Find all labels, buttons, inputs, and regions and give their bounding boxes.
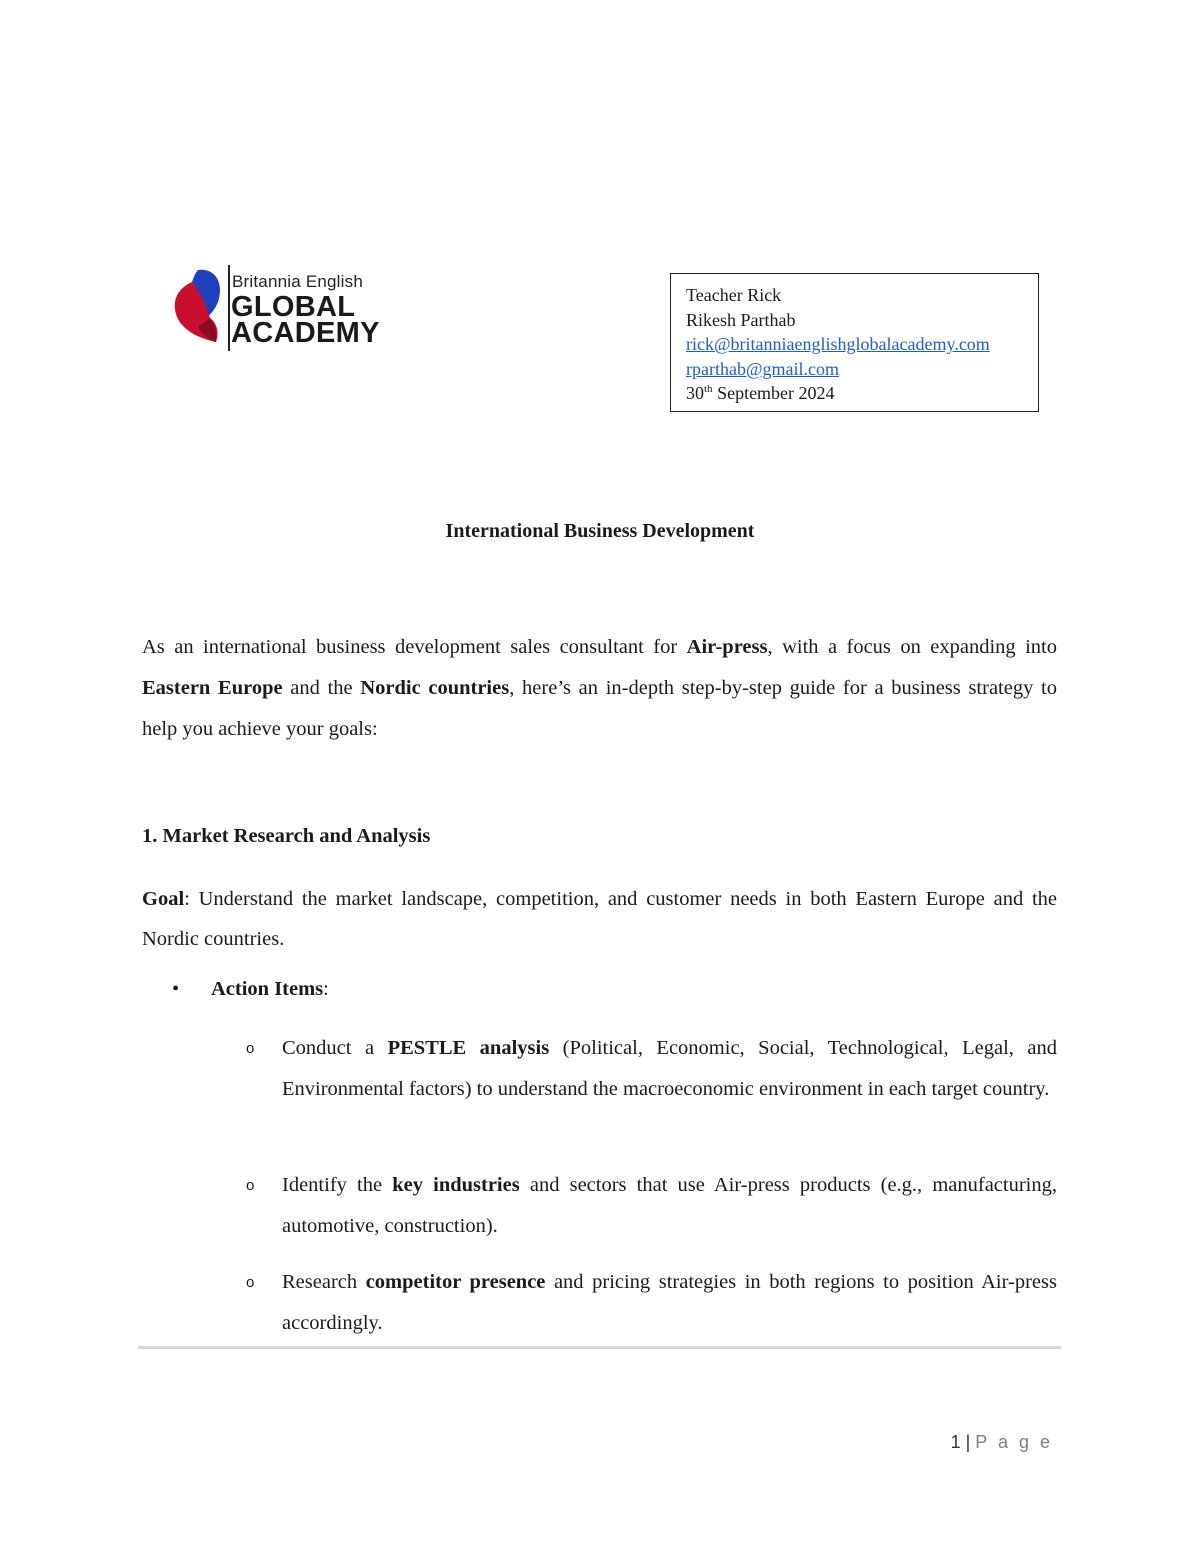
intro-paragraph: As an international business development sales consultant for Air-press, with a focus on expanding into Eastern Europe and the Nordic countries, here’s an in-depth step-by-step guide for a business strategy to help you achieve your goals: xyxy=(142,636,1058,740)
logo-top-text: Britannia English xyxy=(232,272,363,291)
contact-box xyxy=(670,273,1039,412)
list-item: o Conduct a PESTLE analysis (Political, Economic, Social, Technological, Legal, and Environmental factors) to understand the macroeconomic environment in each target country. xyxy=(246,1028,1057,1110)
academy-logo xyxy=(170,262,390,354)
logo-emblem-icon xyxy=(170,262,228,354)
bullet-circle-icon: o xyxy=(246,1274,255,1291)
goal-paragraph: Goal: Understand the market landscape, competition, and customer needs in both Eastern Europe and the Nordic countries. xyxy=(142,888,1057,950)
footer-divider xyxy=(138,1346,1061,1349)
contact-full-name: Rikesh Parthab xyxy=(686,309,796,330)
section-heading: 1. Market Research and Analysis xyxy=(142,825,431,847)
list-item: o Identify the key industries and sectors that use Air-press products (e.g., manufacturing, automotive, construction). xyxy=(246,1165,1057,1247)
list-item: o Research competitor presence and pricing strategies in both regions to position Air-press accordingly. xyxy=(246,1262,1057,1344)
bullet-dot-icon: • xyxy=(172,978,180,1000)
email-link-primary[interactable]: rick@britanniaenglishglobalacademy.com xyxy=(686,334,990,354)
logo-global-text: GLOBAL xyxy=(231,291,356,323)
logo-divider xyxy=(228,265,230,351)
page-number: 1 xyxy=(950,1432,961,1452)
bullet-circle-icon: o xyxy=(246,1177,255,1194)
email-link-secondary[interactable]: rparthab@gmail.com xyxy=(686,358,840,379)
document-title: International Business Development xyxy=(445,520,755,542)
contact-date: 30th September 2024 xyxy=(686,383,835,403)
page-footer: 1 | P a g e xyxy=(950,1432,1053,1452)
contact-name: Teacher Rick xyxy=(686,285,782,305)
bullet-circle-icon: o xyxy=(246,1040,255,1057)
document-page: Britannia English GLOBAL ACADEMY Teacher Rick Rikesh Parthab rick@britanniaenglishglobalacademy.com rparthab@gmail.com 30th September 2024 International Business Development As an international business development sales consultant for Air-press, with a focus on expanding into Eastern Europe and the Nordic countries, here’s an in-depth step-by-step guide for a business strategy to help you achieve your goals: 1. Market Research and Analysis Goal: Understand the market landscape, competition, and customer needs in both Eastern Europe and the Nordic countries. • Action Items: o Conduct a PESTLE analysis (Political, Economic, Social, Technological, Legal, and Environmental factors) to understand the macroeconomic environment in each target country. o Identify the key industries and sectors that use Air-press products (e.g., manufacturing, automotive, construction). o Research competitor presence and pricing strategies in both regions to position Air-press accordingly. 1 | P a g e xyxy=(0,0,1200,1553)
logo-academy-text: ACADEMY xyxy=(231,317,380,349)
page-label: P a g e xyxy=(975,1432,1053,1452)
